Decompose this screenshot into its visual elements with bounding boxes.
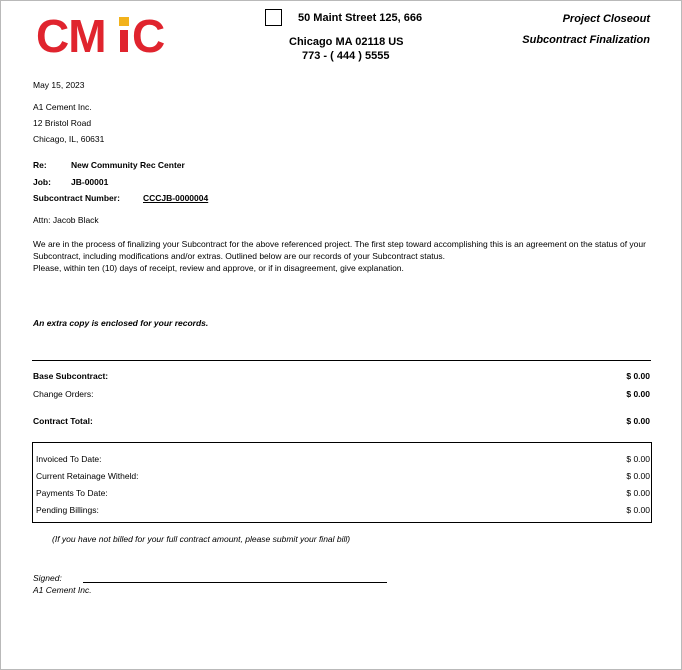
payments-value: $ 0.00 — [626, 488, 650, 498]
subcontract-number-link[interactable]: CCCJB-0000004 — [143, 193, 209, 203]
billing-box — [32, 442, 652, 523]
re-value: New Community Rec Center — [71, 160, 185, 170]
svg-text:C: C — [132, 12, 166, 58]
body-paragraph — [33, 238, 653, 274]
job-label: Job: — [33, 177, 51, 187]
contract-total-value: $ 0.00 — [626, 416, 650, 426]
svg-text:CM: CM — [36, 12, 106, 58]
signed-label: Signed: — [33, 573, 62, 583]
address-line-2: Chicago MA 02118 US — [289, 36, 404, 48]
phone-number: 773 - ( 444 ) 5555 — [302, 50, 390, 62]
change-orders-value: $ 0.00 — [626, 389, 650, 399]
letter-date: May 15, 2023 — [33, 80, 85, 90]
re-label: Re: — [33, 160, 47, 170]
signature-line[interactable] — [83, 582, 387, 583]
address-line-1: 50 Maint Street 125, 666 — [298, 12, 423, 24]
invoiced-value: $ 0.00 — [626, 454, 650, 464]
extra-copy-note: An extra copy is enclosed for your records. — [33, 318, 209, 328]
job-value: JB-00001 — [71, 177, 109, 187]
retainage-value: $ 0.00 — [626, 471, 650, 481]
recipient-city: Chicago, IL, 60631 — [33, 134, 105, 144]
retainage-label: Current Retainage Witheld: — [36, 471, 139, 481]
change-orders-label: Change Orders: — [33, 389, 94, 399]
recipient-name: A1 Cement Inc. — [33, 102, 92, 112]
header-checkbox[interactable] — [265, 9, 282, 26]
signer-company: A1 Cement Inc. — [33, 585, 92, 595]
payments-label: Payments To Date: — [36, 488, 108, 498]
attention-line: Attn: Jacob Black — [33, 215, 99, 225]
base-subcontract-value: $ 0.00 — [626, 371, 650, 381]
final-bill-note: (If you have not billed for your full contract amount, please submit your final bill) — [52, 534, 351, 544]
invoiced-label: Invoiced To Date: — [36, 454, 102, 464]
subcontract-label: Subcontract Number: — [33, 193, 120, 203]
body-text-1: We are in the process of finalizing your Subcontract for the above referenced project. The first step toward accomplishing this is an agreement on the status of your Subcontract, including modifications and/or extras. Outlined below are our records of your Subcontract status. — [33, 239, 646, 261]
cmic-logo — [36, 12, 172, 58]
pending-label: Pending Billings: — [36, 505, 99, 515]
document-title: Project Closeout — [562, 13, 650, 25]
document-subtitle: Subcontract Finalization — [522, 34, 650, 46]
pending-value: $ 0.00 — [626, 505, 650, 515]
contract-total-label: Contract Total: — [33, 416, 93, 426]
summary-divider — [32, 360, 651, 361]
recipient-street: 12 Bristol Road — [33, 118, 92, 128]
body-text-2: Please, within ten (10) days of receipt, review and approve, or if in disagreement, give explanation. — [33, 263, 404, 273]
base-subcontract-label: Base Subcontract: — [33, 371, 109, 381]
